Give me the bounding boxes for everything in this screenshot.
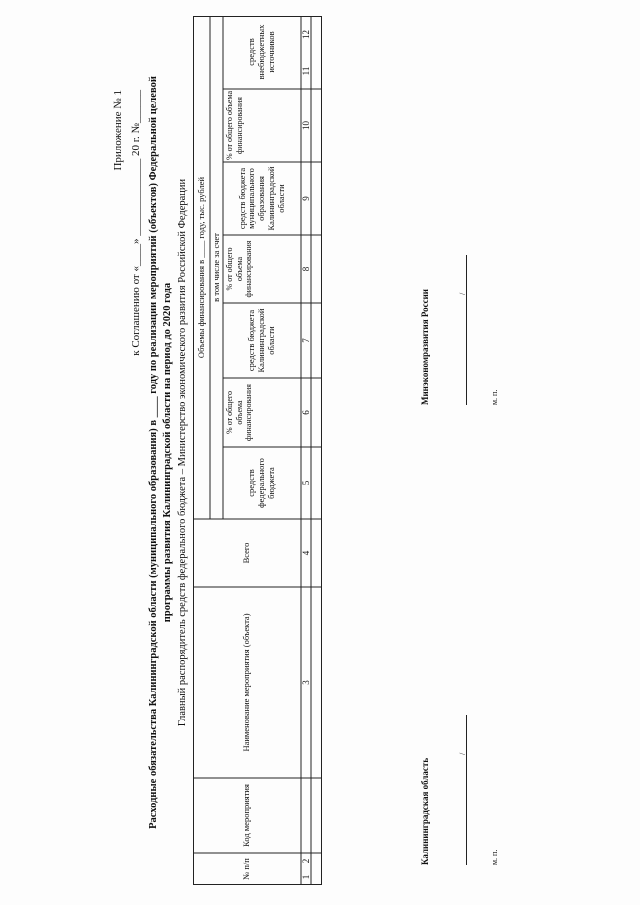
document-title-line2: программы развития Калининградской области на период до 2020 года: [162, 282, 173, 623]
col-number: 9: [301, 196, 311, 201]
appendix-title: Приложение № 1: [112, 90, 124, 171]
header-regional: средств бюджета Калининградской области: [246, 308, 276, 373]
document-title-line1: Расходные обязательства Калининградской области (муниципального образования) в ____ году по реализации мероприятий (объектов) Федеральной целевой: [148, 76, 159, 829]
col-number: 11: [301, 66, 311, 76]
signature-left-label: Калининградская область: [420, 757, 430, 865]
col-number: 5: [301, 480, 311, 486]
header-total: Всего: [241, 542, 252, 564]
signature-left-slash: /: [458, 752, 467, 755]
header-municipal: средств бюджета муниципального образования Калининградской области: [236, 166, 286, 231]
header-funding-group: Объемы финансирования в ____ году, тыс. рублей: [195, 176, 206, 359]
funding-table: [193, 15, 323, 885]
col-number: 7: [301, 338, 311, 343]
header-federal-pct: % от общего объема финансирования: [225, 384, 254, 441]
col-number: 2: [301, 858, 311, 864]
header-extra: средств внебюджетных источников: [246, 24, 276, 80]
col-number: 4: [301, 550, 311, 556]
signature-right-label: Минэкономразвития России: [420, 289, 430, 405]
signature-right-line: [466, 255, 467, 405]
header-regional-pct: % от общего объема финансирования: [225, 240, 254, 298]
col-number: 12: [301, 30, 311, 39]
col-number: 10: [301, 121, 311, 130]
col-number: 6: [301, 410, 311, 415]
signature-left-line: [466, 715, 467, 865]
signature-right-slash: /: [458, 292, 467, 295]
col-number: 3: [301, 680, 311, 685]
stamp-right: м. п.: [490, 389, 499, 405]
appendix-agreement: к Соглашению от «____» ______________ 20 г. №______: [130, 90, 142, 356]
header-name: Наименование мероприятия (объекта): [241, 613, 252, 752]
stamp-left: м. п.: [490, 849, 499, 865]
col-number: 8: [301, 266, 311, 272]
header-code: Код мероприятия: [241, 784, 252, 847]
col-number: 1: [301, 874, 311, 880]
document-subtitle: Главный распорядитель средств федерального бюджета – Министерство экономического развития Российской Федерации: [177, 178, 188, 727]
header-incl: в том числе за счет: [210, 233, 221, 302]
header-federal: средств федерального бюджета: [246, 458, 276, 508]
header-municipal-pct: % от общего объема финансирования: [225, 90, 244, 161]
header-no: № п/п: [241, 858, 252, 880]
